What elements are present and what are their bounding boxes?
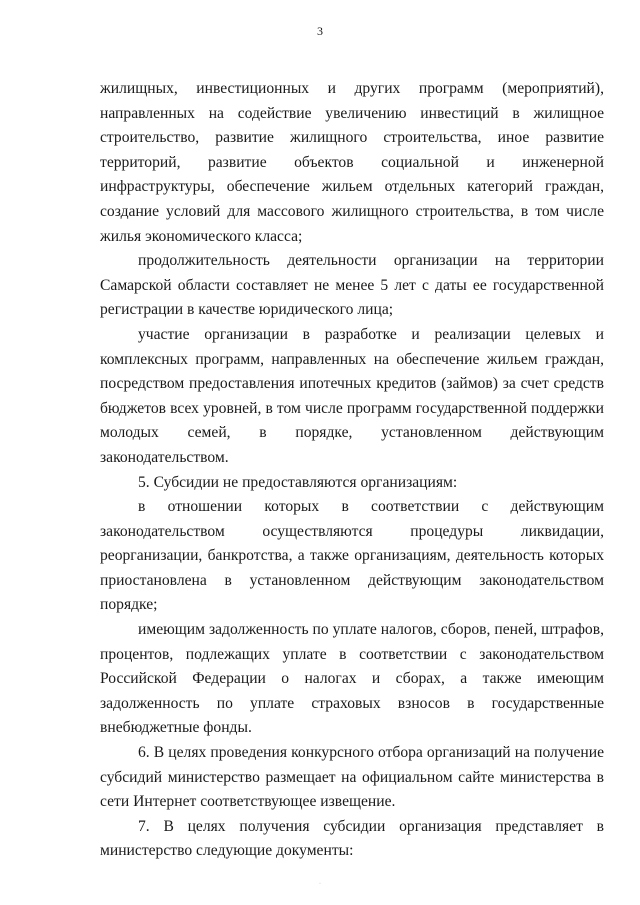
scan-dot: · xyxy=(319,881,321,887)
paragraph-item-6-notice: 6. В целях проведения конкурсного отбора организаций на получение субсидий министерство размещает на официальном сайте министерства в сети Интернет соответствующее извещение. xyxy=(100,744,604,811)
paragraph-item-7-documents: 7. В целях получения субсидии организация представляет в министерство следующие документы: xyxy=(100,817,604,860)
paragraph-liquidation-exclusion: в отношении которых в соответствии с действующим законодательством осуществляются процедуры ликвидации, реорганизации, банкротства, а также организациям, деятельность которых приостановлена в установленном действующим законодательством порядке; xyxy=(100,498,604,614)
page-number: 3 xyxy=(317,24,323,38)
paragraph-program-participation: участие организации в разработке и реализации целевых и комплексных программ, направленных на обеспечение жильем граждан, посредством предоставления ипотечных кредитов (займов) за счет средств бюджетов всех уровней, в том числе программ государственной поддержки молодых семей, в порядке, установленном действующим законодательством. xyxy=(100,325,604,466)
paragraph-item-5-heading: 5. Субсидии не предоставляются организациям: xyxy=(138,473,458,491)
document-body xyxy=(100,77,604,864)
paragraph-activity-duration: продолжительность деятельности организации на территории Самарской области составляет не менее 5 лет с даты ее государственной регистрации в качестве юридического лица; xyxy=(100,252,604,319)
paragraph-housing-programs-continuation: жилищных, инвестиционных и других программ (мероприятий), направленных на содействие увеличению инвестиций в жилищное строительство, развитие жилищного строительства, иное развитие территорий, развитие объектов социальной и инженерной инфраструктуры, обеспечение жильем отдельных категорий граждан, создание условий для массового жилищного строительства, в том числе жилья экономического класса; xyxy=(100,80,604,245)
paragraph-debt-exclusion: имеющим задолженность по уплате налогов, сборов, пеней, штрафов, процентов, подлежащих уплате в соответствии с законодательством Российской Федерации о налогах и сборах, а также имеющим задолженность по уплате страховых взносов в государственные внебюджетные фонды. xyxy=(100,621,604,737)
